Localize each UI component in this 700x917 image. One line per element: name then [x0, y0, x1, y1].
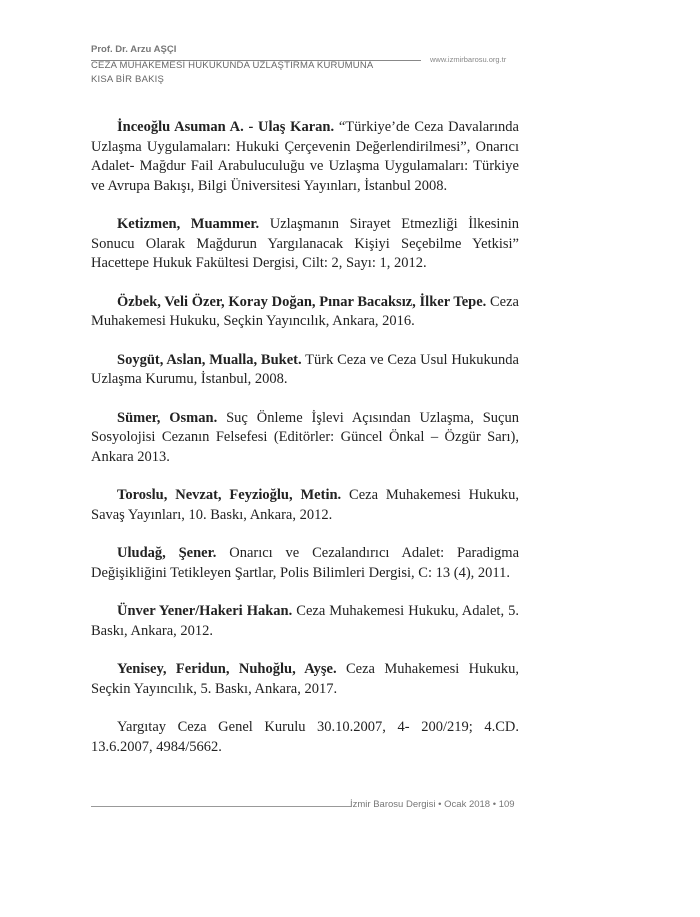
reference-author: Uludağ, Şener.: [117, 545, 217, 561]
header-author: Prof. Dr. Arzu AŞÇI: [91, 44, 177, 55]
reference-item: [91, 351, 519, 390]
reference-author: Ketizmen, Muammer.: [117, 216, 260, 232]
reference-text: Türk Ceza ve Ceza Usul Hukukunda Uzlaşma Kurumu, İstanbul, 2008.: [91, 351, 519, 387]
reference-item: [91, 718, 519, 757]
reference-item: [91, 293, 519, 332]
reference-text: Ceza Muhakemesi Hukuku, Seçkin Yayıncılık, 5. Baskı, Ankara, 2017.: [91, 661, 519, 697]
reference-item: [91, 215, 519, 274]
reference-item: [91, 486, 519, 525]
footer-divider: [91, 806, 351, 807]
reference-text: Ceza Muhakemesi Hukuku, Adalet, 5. Baskı, Ankara, 2012.: [91, 603, 519, 639]
footer-journal: İzmir Barosu Dergisi: [350, 799, 436, 810]
reference-author: Özbek, Veli Özer, Koray Doğan, Pınar Bacaksız, İlker Tepe.: [117, 293, 487, 310]
reference-text: Suç Önleme İşlevi Açısından Uzlaşma, Suçun Sosyolojisi Cezanın Felsefesi (Editörler: Güncel Önkal – Özgür Sarı), Ankara 2013.: [91, 409, 519, 465]
footer-separator: •: [435, 799, 445, 810]
header-url: www.izmirbarosu.org.tr: [430, 55, 507, 64]
reference-author: Sümer, Osman.: [117, 409, 218, 426]
reference-author: Ünver Yener/Hakeri Hakan.: [117, 603, 293, 619]
reference-author: İnceoğlu Asuman A. - Ulaş Karan.: [117, 119, 335, 135]
reference-text: Onarıcı ve Cezalandırıcı Adalet: Paradigma Değişikliğini Tetikleyen Şartlar, Polis Bilimleri Dergisi, C: 13 (4), 2011.: [91, 545, 520, 581]
reference-text: Uzlaşmanın Sirayet Etmezliği İlkesinin Sonucu Olarak Mağdurun Yargılanacak Kişiyi Seçebilme Yetkisi” Hacettepe Hukuk Fakültesi Dergisi, Cilt: 2, Sayı: 1, 2012.: [91, 216, 519, 271]
reference-item: [91, 602, 519, 641]
reference-text: Ceza Muhakemesi Hukuku, Savaş Yayınları, 10. Baskı, Ankara, 2012.: [91, 487, 519, 523]
header-title-line1: CEZA MUHAKEMESİ HUKUKUNDA UZLAŞTIRMA KURUMUNA: [91, 60, 374, 71]
footer-date: Ocak 2018: [444, 799, 491, 810]
footer-separator: •: [490, 799, 499, 810]
reference-text: Yargıtay Ceza Genel Kurulu 30.10.2007, 4- 200/219; 4.CD. 13.6.2007, 4984/5662.: [91, 719, 519, 755]
header-title: [91, 59, 373, 87]
reference-text: “Türkiye’de Ceza Davalarında Uzlaşma Uygulamaları: Hukuki Çerçevenin Değerlendirilmesi”, Onarıcı Adalet- Mağdur Fail Arabuluculuğu ve Uzlaşma Uygulamaları: Türkiye ve Avrupa Bakışı, Bilgi Üniversitesi Yayınları, İstanbul 2008.: [91, 119, 519, 194]
reference-author: Yenisey, Feridun, Nuhoğlu, Ayşe.: [117, 661, 337, 677]
footer: [350, 799, 515, 810]
reference-author: Soygüt, Aslan, Mualla, Buket.: [117, 351, 302, 368]
header-title-line2: KISA BİR BAKIŞ: [91, 74, 165, 85]
reference-item: [91, 660, 519, 699]
reference-text: Ceza Muhakemesi Hukuku, Seçkin Yayıncılık, Ankara, 2016.: [91, 293, 519, 329]
reference-author: Toroslu, Nevzat, Feyzioğlu, Metin.: [117, 487, 342, 503]
reference-item: [91, 544, 519, 583]
page-number: 109: [498, 799, 515, 810]
reference-item: [91, 118, 519, 196]
reference-item: [91, 409, 519, 468]
references-list: [91, 118, 519, 776]
